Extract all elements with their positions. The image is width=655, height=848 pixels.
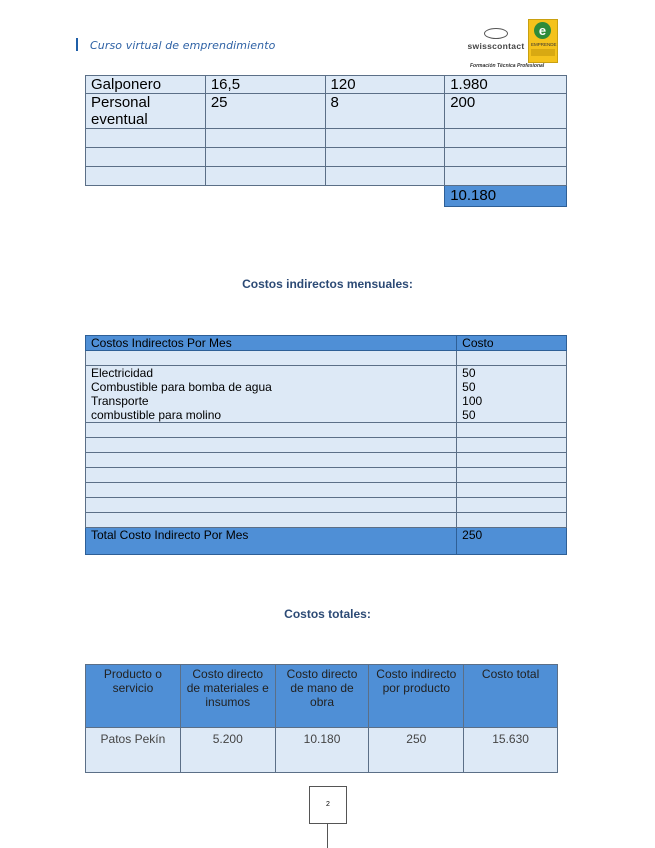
totals-section-title: Costos totales: — [284, 607, 371, 621]
course-title: Curso virtual de emprendimiento — [90, 39, 276, 52]
table-row-empty — [86, 148, 567, 167]
column-header: Costo indirecto por producto — [369, 665, 464, 728]
header-accent-bar — [76, 38, 78, 51]
item-name: Electricidad — [86, 366, 457, 381]
table-row — [86, 408, 567, 423]
emprende-logo-band — [531, 49, 555, 56]
total-cost-table — [85, 664, 558, 773]
indirect-cost: 250 — [369, 728, 464, 773]
labor-role: Galponero — [86, 76, 206, 94]
table-row — [86, 366, 567, 381]
table-row-empty — [86, 498, 567, 513]
total-value: 250 — [457, 528, 567, 555]
swisscontact-mark-icon — [484, 28, 508, 39]
emprende-e-icon: e — [534, 22, 551, 39]
column-header: Costo — [457, 336, 567, 351]
labor-cost-table — [85, 75, 567, 207]
indirect-section-title: Costos indirectos mensuales: — [242, 277, 413, 291]
materials-cost: 5.200 — [180, 728, 275, 773]
labor-quantity: 120 — [325, 76, 445, 94]
table-row — [86, 76, 567, 94]
item-name: Combustible para bomba de agua — [86, 380, 457, 394]
table-row — [86, 394, 567, 408]
table-row-empty — [86, 129, 567, 148]
labor-role: Personal eventual — [86, 94, 206, 129]
labor-rate: 16,5 — [205, 76, 325, 94]
page-number: 2 — [309, 786, 347, 824]
table-header-row — [86, 665, 558, 728]
column-header: Producto o servicio — [86, 665, 181, 728]
product-name: Patos Pekín — [86, 728, 181, 773]
table-total-row — [86, 528, 567, 555]
table-row-empty — [86, 423, 567, 438]
labor-total-value: 10.180 — [445, 186, 567, 207]
column-header: Costo directo de mano de obra — [275, 665, 369, 728]
table-row-empty — [86, 351, 567, 366]
total-label: Total Costo Indirecto Por Mes — [86, 528, 457, 555]
item-cost: 50 — [457, 408, 567, 423]
table-row-empty — [86, 468, 567, 483]
table-row-empty — [86, 438, 567, 453]
labor-rate: 25 — [205, 94, 325, 129]
labor-cost: 1.980 — [445, 76, 567, 94]
item-cost: 50 — [457, 380, 567, 394]
labor-total-row — [86, 186, 567, 207]
table-row — [86, 94, 567, 129]
item-cost: 100 — [457, 394, 567, 408]
swisscontact-logo — [465, 28, 527, 51]
column-header: Costo total — [464, 665, 558, 728]
total-cost: 15.630 — [464, 728, 558, 773]
logo-caption: Formación Técnica Profesional — [470, 63, 545, 69]
table-row-empty — [86, 453, 567, 468]
column-header: Costos Indirectos Por Mes — [86, 336, 457, 351]
table-row-empty — [86, 513, 567, 528]
item-name: combustible para molino — [86, 408, 457, 423]
table-header-row — [86, 336, 567, 351]
column-header: Costo directo de materiales e insumos — [180, 665, 275, 728]
labor-quantity: 8 — [325, 94, 445, 129]
item-cost: 50 — [457, 366, 567, 381]
swisscontact-logo-text: swisscontact — [467, 41, 525, 51]
labor-cost: 10.180 — [275, 728, 369, 773]
table-row-empty — [86, 483, 567, 498]
indirect-cost-table — [85, 335, 567, 555]
emprende-logo — [528, 19, 558, 63]
table-row — [86, 728, 558, 773]
table-row — [86, 380, 567, 394]
labor-cost: 200 — [445, 94, 567, 129]
table-row-empty — [86, 167, 567, 186]
item-name: Transporte — [86, 394, 457, 408]
page-number-stem — [327, 823, 328, 848]
emprende-logo-text: EMPRENDE — [531, 42, 557, 47]
